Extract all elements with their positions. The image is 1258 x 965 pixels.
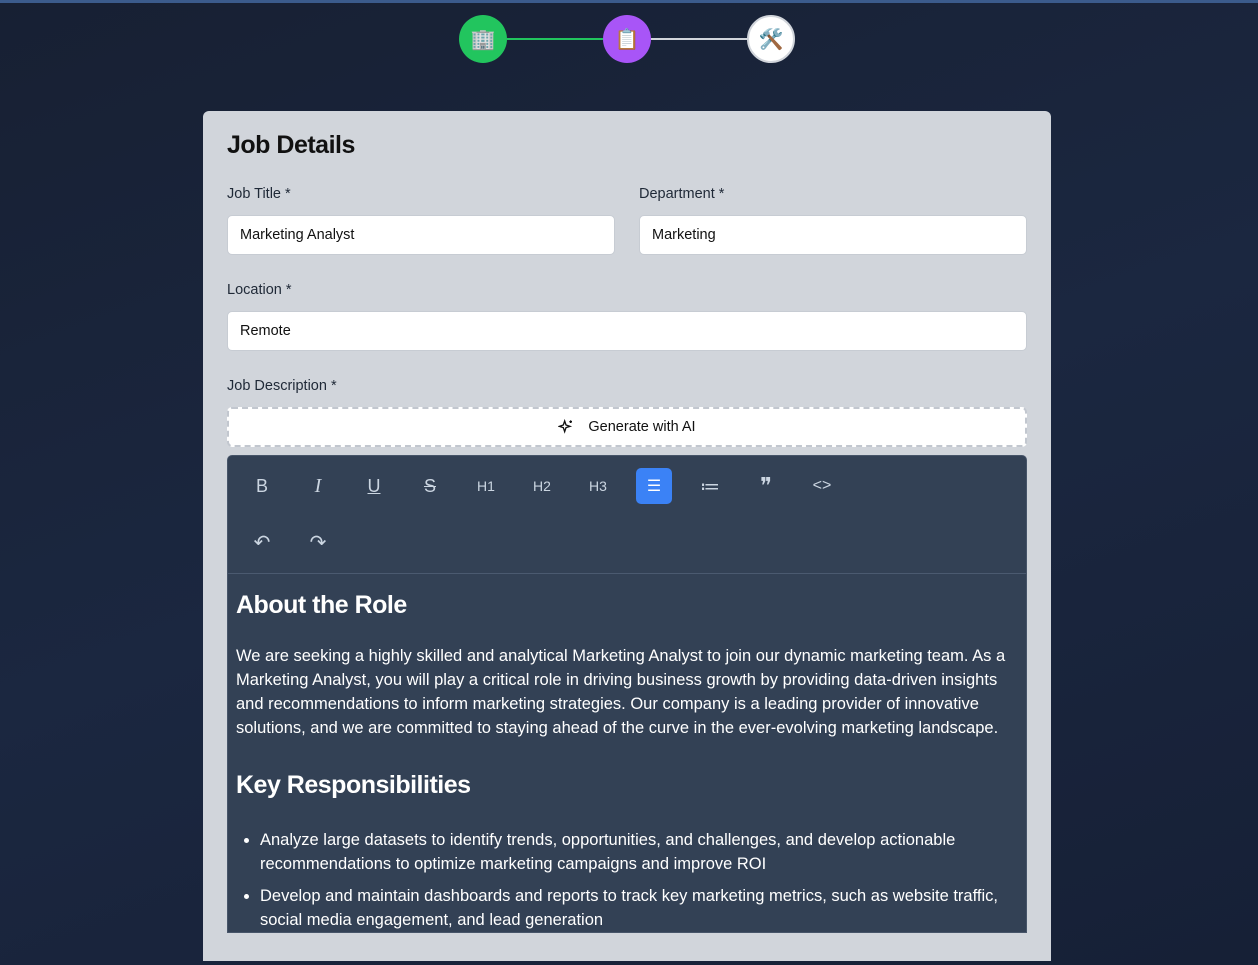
bullet-list-button[interactable] [636, 468, 672, 504]
generate-with-ai-button[interactable] [227, 407, 1027, 447]
editor-content[interactable] [228, 574, 1026, 932]
blockquote-button[interactable] [748, 468, 784, 504]
ordered-list-button[interactable] [692, 468, 728, 504]
department-input[interactable]: Marketing [639, 215, 1027, 255]
undo-icon: ↶ [253, 531, 271, 554]
heading-1-button[interactable]: H1 [477, 478, 495, 494]
responsibilities-list [236, 828, 1018, 932]
quote-icon: ❞ [760, 473, 772, 498]
rich-text-editor [227, 455, 1027, 933]
step-connector-complete [507, 38, 603, 40]
code-icon: <> [812, 477, 832, 494]
redo-button[interactable] [300, 524, 336, 560]
location-input[interactable]: Remote [227, 311, 1027, 351]
clipboard-icon: 📋 [614, 28, 640, 51]
job-description-label: Job Description * [227, 378, 337, 394]
page-title: Job Details [227, 131, 355, 159]
step-job-details[interactable] [603, 15, 651, 63]
about-paragraph: We are seeking a highly skilled and analytical Marketing Analyst to join our dynamic marketing team. As a Marketing Analyst, you will play a critical role in driving business growth by providing data-driven insights and recommendations to inform marketing strategies. Our company is a leading provider of innovative solutions, and we are committed to staying ahead of the curve in the ever-evolving marketing landscape. [236, 647, 1006, 737]
code-button[interactable] [804, 468, 840, 504]
list-item: • Develop and maintain dashboards and reports to track key marketing metrics, such as website traffic, social media engagement, and lead generation [260, 884, 1018, 932]
job-title-label: Job Title * [227, 186, 291, 202]
generate-label: Generate with AI [588, 419, 696, 435]
redo-icon: ↷ [309, 531, 327, 554]
heading-key-responsibilities: Key Responsibilities [236, 771, 471, 799]
undo-button[interactable] [244, 524, 280, 560]
sparkles-icon [558, 419, 574, 435]
strikethrough-button[interactable]: S [423, 475, 436, 496]
tools-icon: 🛠️ [758, 28, 784, 51]
step-connector-pending [651, 38, 747, 40]
heading-2-button[interactable]: H2 [533, 478, 551, 494]
top-bar [0, 0, 1258, 3]
editor-toolbar [228, 456, 1026, 574]
heading-3-button[interactable]: H3 [589, 478, 607, 494]
ordered-list-icon: ≔ [700, 475, 720, 498]
building-icon: 🏢 [470, 28, 496, 51]
underline-button[interactable]: U [367, 475, 381, 496]
location-label: Location * [227, 282, 292, 298]
job-title-input[interactable]: Marketing Analyst [227, 215, 615, 255]
progress-stepper [459, 15, 795, 63]
bullet-list-icon: ☰ [646, 478, 662, 495]
bold-button[interactable]: B [255, 475, 268, 496]
list-item: • Analyze large datasets to identify trends, opportunities, and challenges, and develop actionable recommendations to optimize marketing campaigns and improve ROI [260, 828, 1018, 876]
italic-button[interactable]: I [314, 474, 322, 497]
step-requirements[interactable] [747, 15, 795, 63]
department-label: Department * [639, 186, 725, 202]
job-details-card [203, 111, 1051, 961]
heading-about-role: About the Role [236, 591, 407, 619]
step-company[interactable] [459, 15, 507, 63]
